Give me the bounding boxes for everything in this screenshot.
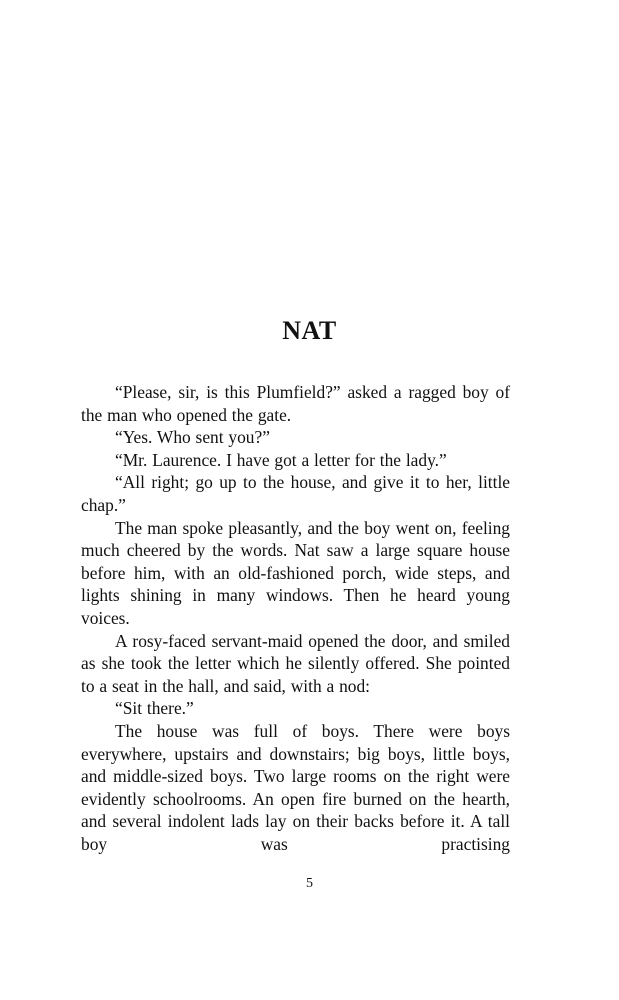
paragraph: “Please, sir, is this Plumfield?” asked a ragged boy of the man who opened the gate. — [81, 382, 510, 425]
paragraph: “All right; go up to the house, and give it to her, little chap.” — [81, 472, 510, 515]
chapter-body — [81, 381, 510, 855]
paragraph: The house was full of boys. There were boys everywhere, upstairs and downstairs; big boys, little boys, and middle-sized boys. Two large rooms on the right were evidently schoolrooms. An open fire burned on the hearth, and several indolent lads lay on their backs before it. A tall boy was practising — [81, 720, 510, 854]
paragraph: “Yes. Who sent you?” — [115, 427, 270, 448]
page-number: 5 — [306, 876, 313, 891]
paragraph: The man spoke pleasantly, and the boy went on, feeling much cheered by the words. Nat saw a large square house before him, with an old-fashioned porch, wide steps, and lights shining in many windows. Then he heard young voices. — [81, 517, 510, 628]
paragraph: “Mr. Laurence. I have got a letter for the lady.” — [115, 449, 447, 470]
paragraph: “Sit there.” — [115, 698, 194, 719]
chapter-title: NAT — [282, 316, 337, 345]
paragraph: A rosy-faced servant-maid opened the door, and smiled as she took the letter which he silently offered. She pointed to a seat in the hall, and said, with a nod: — [81, 630, 510, 696]
